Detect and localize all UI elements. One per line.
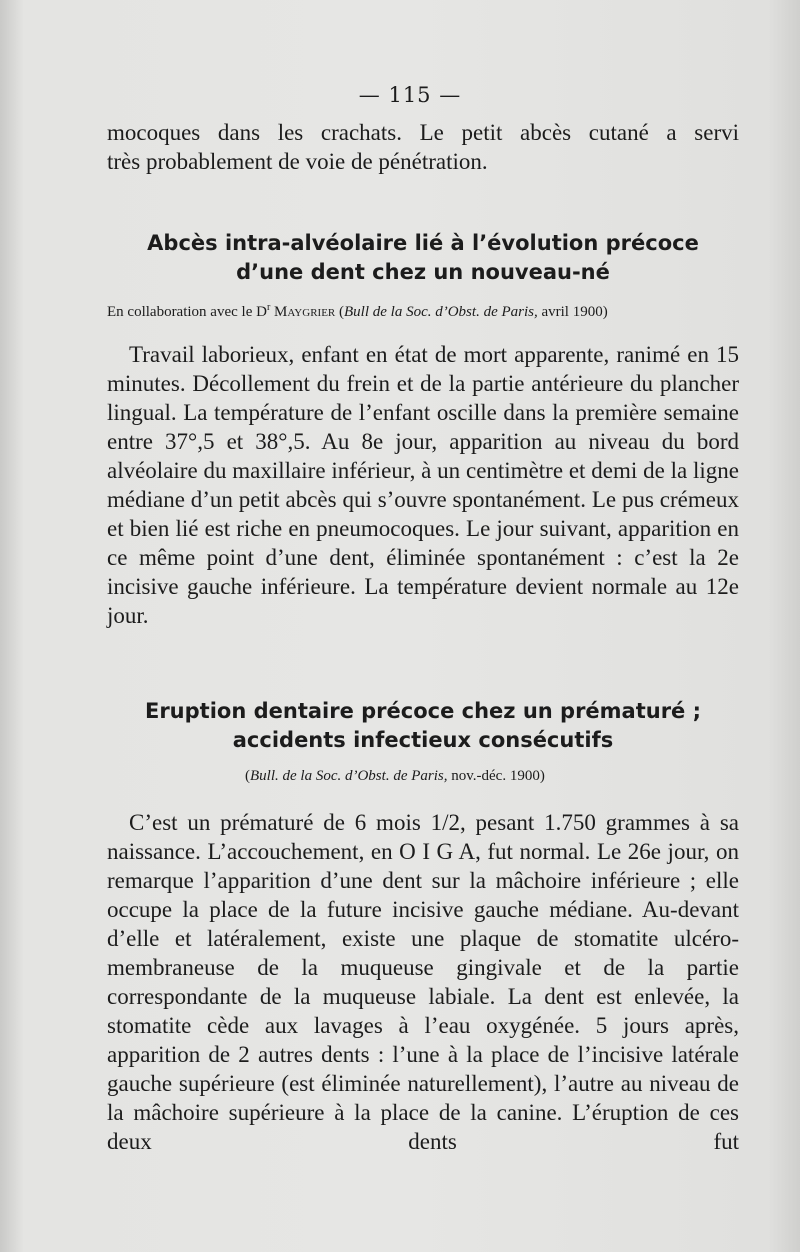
- page-number: — 115 —: [358, 83, 462, 107]
- section2-note-open-paren: (: [245, 768, 250, 784]
- section2-note-date: nov.-déc. 1900): [447, 768, 545, 784]
- section2-note-source: Bull. de la Soc. d’Obst. de Paris,: [250, 768, 448, 784]
- section1-note-sup: r: [266, 302, 271, 313]
- section2-note: [245, 766, 545, 786]
- section1-note-date: avril 1900): [537, 304, 608, 320]
- intro-line-2: très probablement de voie de pénétration.: [107, 149, 488, 174]
- section1-title: [107, 229, 739, 287]
- section1-note-author: Maygrier: [274, 304, 336, 320]
- section2-body: C’est un prématuré de 6 mois 1/2, pesant 1.750 grammes à sa naissance. L’accouchement, en O I G A, fut normal. Le 26e jour, on remarque l’apparition d’une dent sur la mâchoire inférieure ; elle occupe la place de la future incisive gauche médiane. Au-devant d’elle et latéralement, existe une plaque de stomatite ulcéro-membraneuse de la muqueuse gingivale et de la partie correspondante de la muqueuse labiale. La dent est enlevée, la stomatite cède aux lavages à l’eau oxygénée. 5 jours après, apparition de 2 autres dents : l’une à la place de l’incisive latérale gauche supérieure (est éliminée naturellement), l’autre au niveau de la mâchoire supérieure à la place de la canine. L’éruption de ces deux dents fut: [107, 810, 739, 1154]
- section1-note-source: Bull de la Soc. d’Obst. de Paris,: [344, 304, 538, 320]
- section2-title-line-2: accidents infectieux consécutifs: [232, 728, 614, 752]
- section2-paragraph: [107, 808, 739, 1156]
- section2-title-line-1: Eruption dentaire précoce chez un prématuré ;: [144, 699, 702, 723]
- section2-title: [107, 697, 739, 755]
- section1-title-line-1: Abcès intra-alvéolaire lié à l’évolution précoce: [147, 231, 699, 255]
- section1-paragraph: [107, 340, 739, 630]
- section1-body: Travail laborieux, enfant en état de mort apparente, ranimé en 15 minutes. Décollement du frein et de la partie antérieure du plancher lingual. La température de l’enfant oscille dans la première semaine entre 37°,5 et 38°,5. Au 8e jour, apparition au niveau du bord alvéolaire du maxillaire inférieur, à un centimètre et demi de la ligne médiane d’un petit abcès qui s’ouvre spontanément. Le pus crémeux et bien lié est riche en pneumocoques. Le jour suivant, apparition en ce même point d’une dent, éliminée spontanément : c’est la 2e incisive gauche inférieure. La température devient normale au 12e jour.: [107, 342, 739, 628]
- intro-paragraph: [107, 118, 739, 176]
- section1-note: [107, 298, 608, 322]
- section1-note-prefix: En collaboration avec le D: [107, 304, 267, 320]
- intro-line-1: mocoques dans les crachats. Le petit abcès cutané a servi: [107, 120, 739, 145]
- section1-title-line-2: d’une dent chez un nouveau-né: [236, 260, 610, 284]
- section1-note-open-paren: (: [335, 304, 344, 320]
